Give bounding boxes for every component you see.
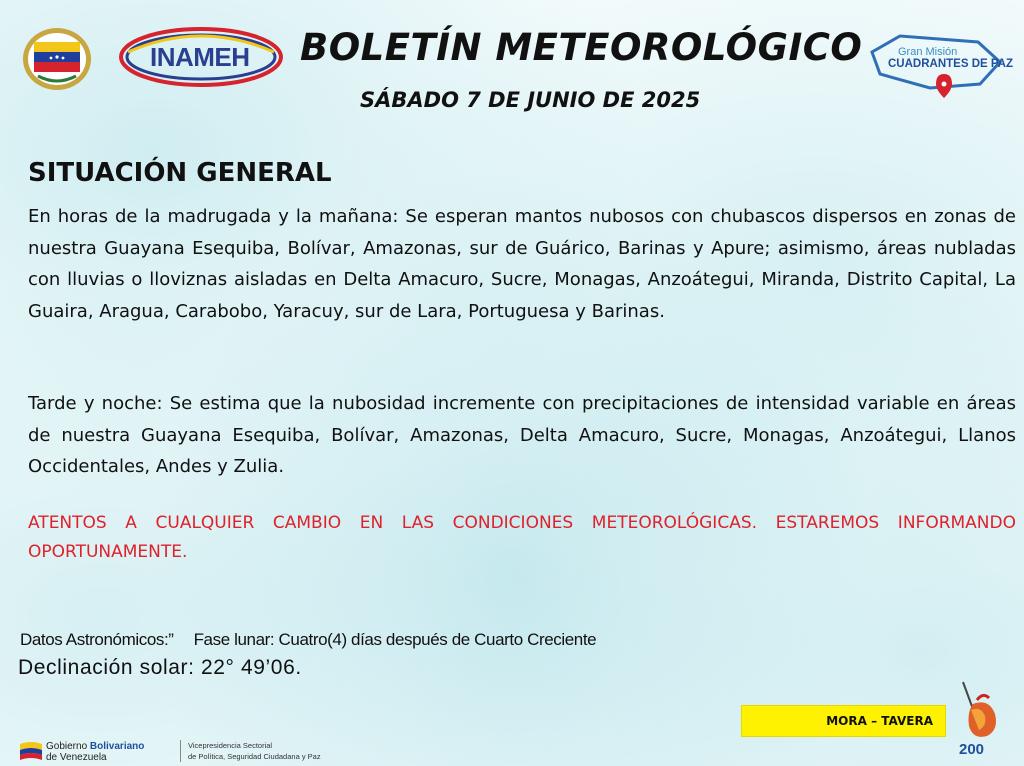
moon-phase: Fase lunar: Cuatro(4) días después de Cuarto Creciente xyxy=(193,630,597,649)
forecast-morning-paragraph: En horas de la madrugada y la mañana: Se esperan mantos nubosos con chubascos dispersos en zonas de nuestra Guayana Esequiba, Bolívar, Amazonas, sur de Guárico, Barinas y Apure; asimismo, áreas nubladas con lluvias o lloviznas aisladas en Delta Amacuro, Sucre, Monagas, Anzoátegui, Miranda, Distrito Capital, La Guaira, Aragua, Carabobo, Yaracuy, sur de Lara, Portuguesa y Barinas. xyxy=(28,206,1016,322)
gov-name-line1 xyxy=(46,741,144,752)
footer-divider xyxy=(180,740,181,762)
bicentennial-emblem xyxy=(955,680,1003,764)
gov-name-line2: de Venezuela xyxy=(46,752,107,763)
solar-declination: Declinación solar: 22° 49’06. xyxy=(18,656,302,679)
bulletin-title: BOLETÍN METEOROLÓGICO xyxy=(300,26,863,69)
cuadrantes-logo-line1: Gran Misión xyxy=(898,46,958,58)
bulletin-date: SÁBADO 7 DE JUNIO DE 2025 xyxy=(360,88,701,112)
gov-bold: Bolivariano xyxy=(89,741,145,752)
alert-notice: ATENTOS A CUALQUIER CAMBIO EN LAS CONDICIONES METEOROLÓGICAS. ESTAREMOS INFORMANDO OPORTUNAMENTE. xyxy=(28,513,1016,562)
astronomical-data-line xyxy=(20,630,596,650)
vice-presidency-line1: Vicepresidencia Sectorial xyxy=(188,741,273,750)
svg-text:200: 200 xyxy=(959,741,985,758)
astronomical-label: Datos Astronómicos:” xyxy=(20,630,174,649)
section-title: SITUACIÓN GENERAL xyxy=(28,158,332,188)
government-seal-logo xyxy=(20,26,94,92)
forecast-evening-paragraph: Tarde y noche: Se estima que la nubosidad incremente con precipitaciones de intensidad variable en áreas de nuestra Guayana Esequiba, Bolívar, Amazonas, Delta Amacuro, Sucre, Monagas, Anzoátegui, Llanos Occidentales, Andes y Zulia. xyxy=(28,393,1016,477)
inameh-logo-text: INAMEH xyxy=(150,42,250,72)
credit-text: MORA – TAVERA xyxy=(826,714,933,728)
vice-presidency-line2: de Política, Seguridad Ciudadana y Paz xyxy=(188,752,321,761)
credit-badge xyxy=(741,705,946,737)
venezuela-flag-icon xyxy=(18,740,44,762)
gov-prefix: Gobierno xyxy=(46,741,90,752)
cuadrantes-logo-line2: CUADRANTES DE PAZ xyxy=(888,58,1014,70)
